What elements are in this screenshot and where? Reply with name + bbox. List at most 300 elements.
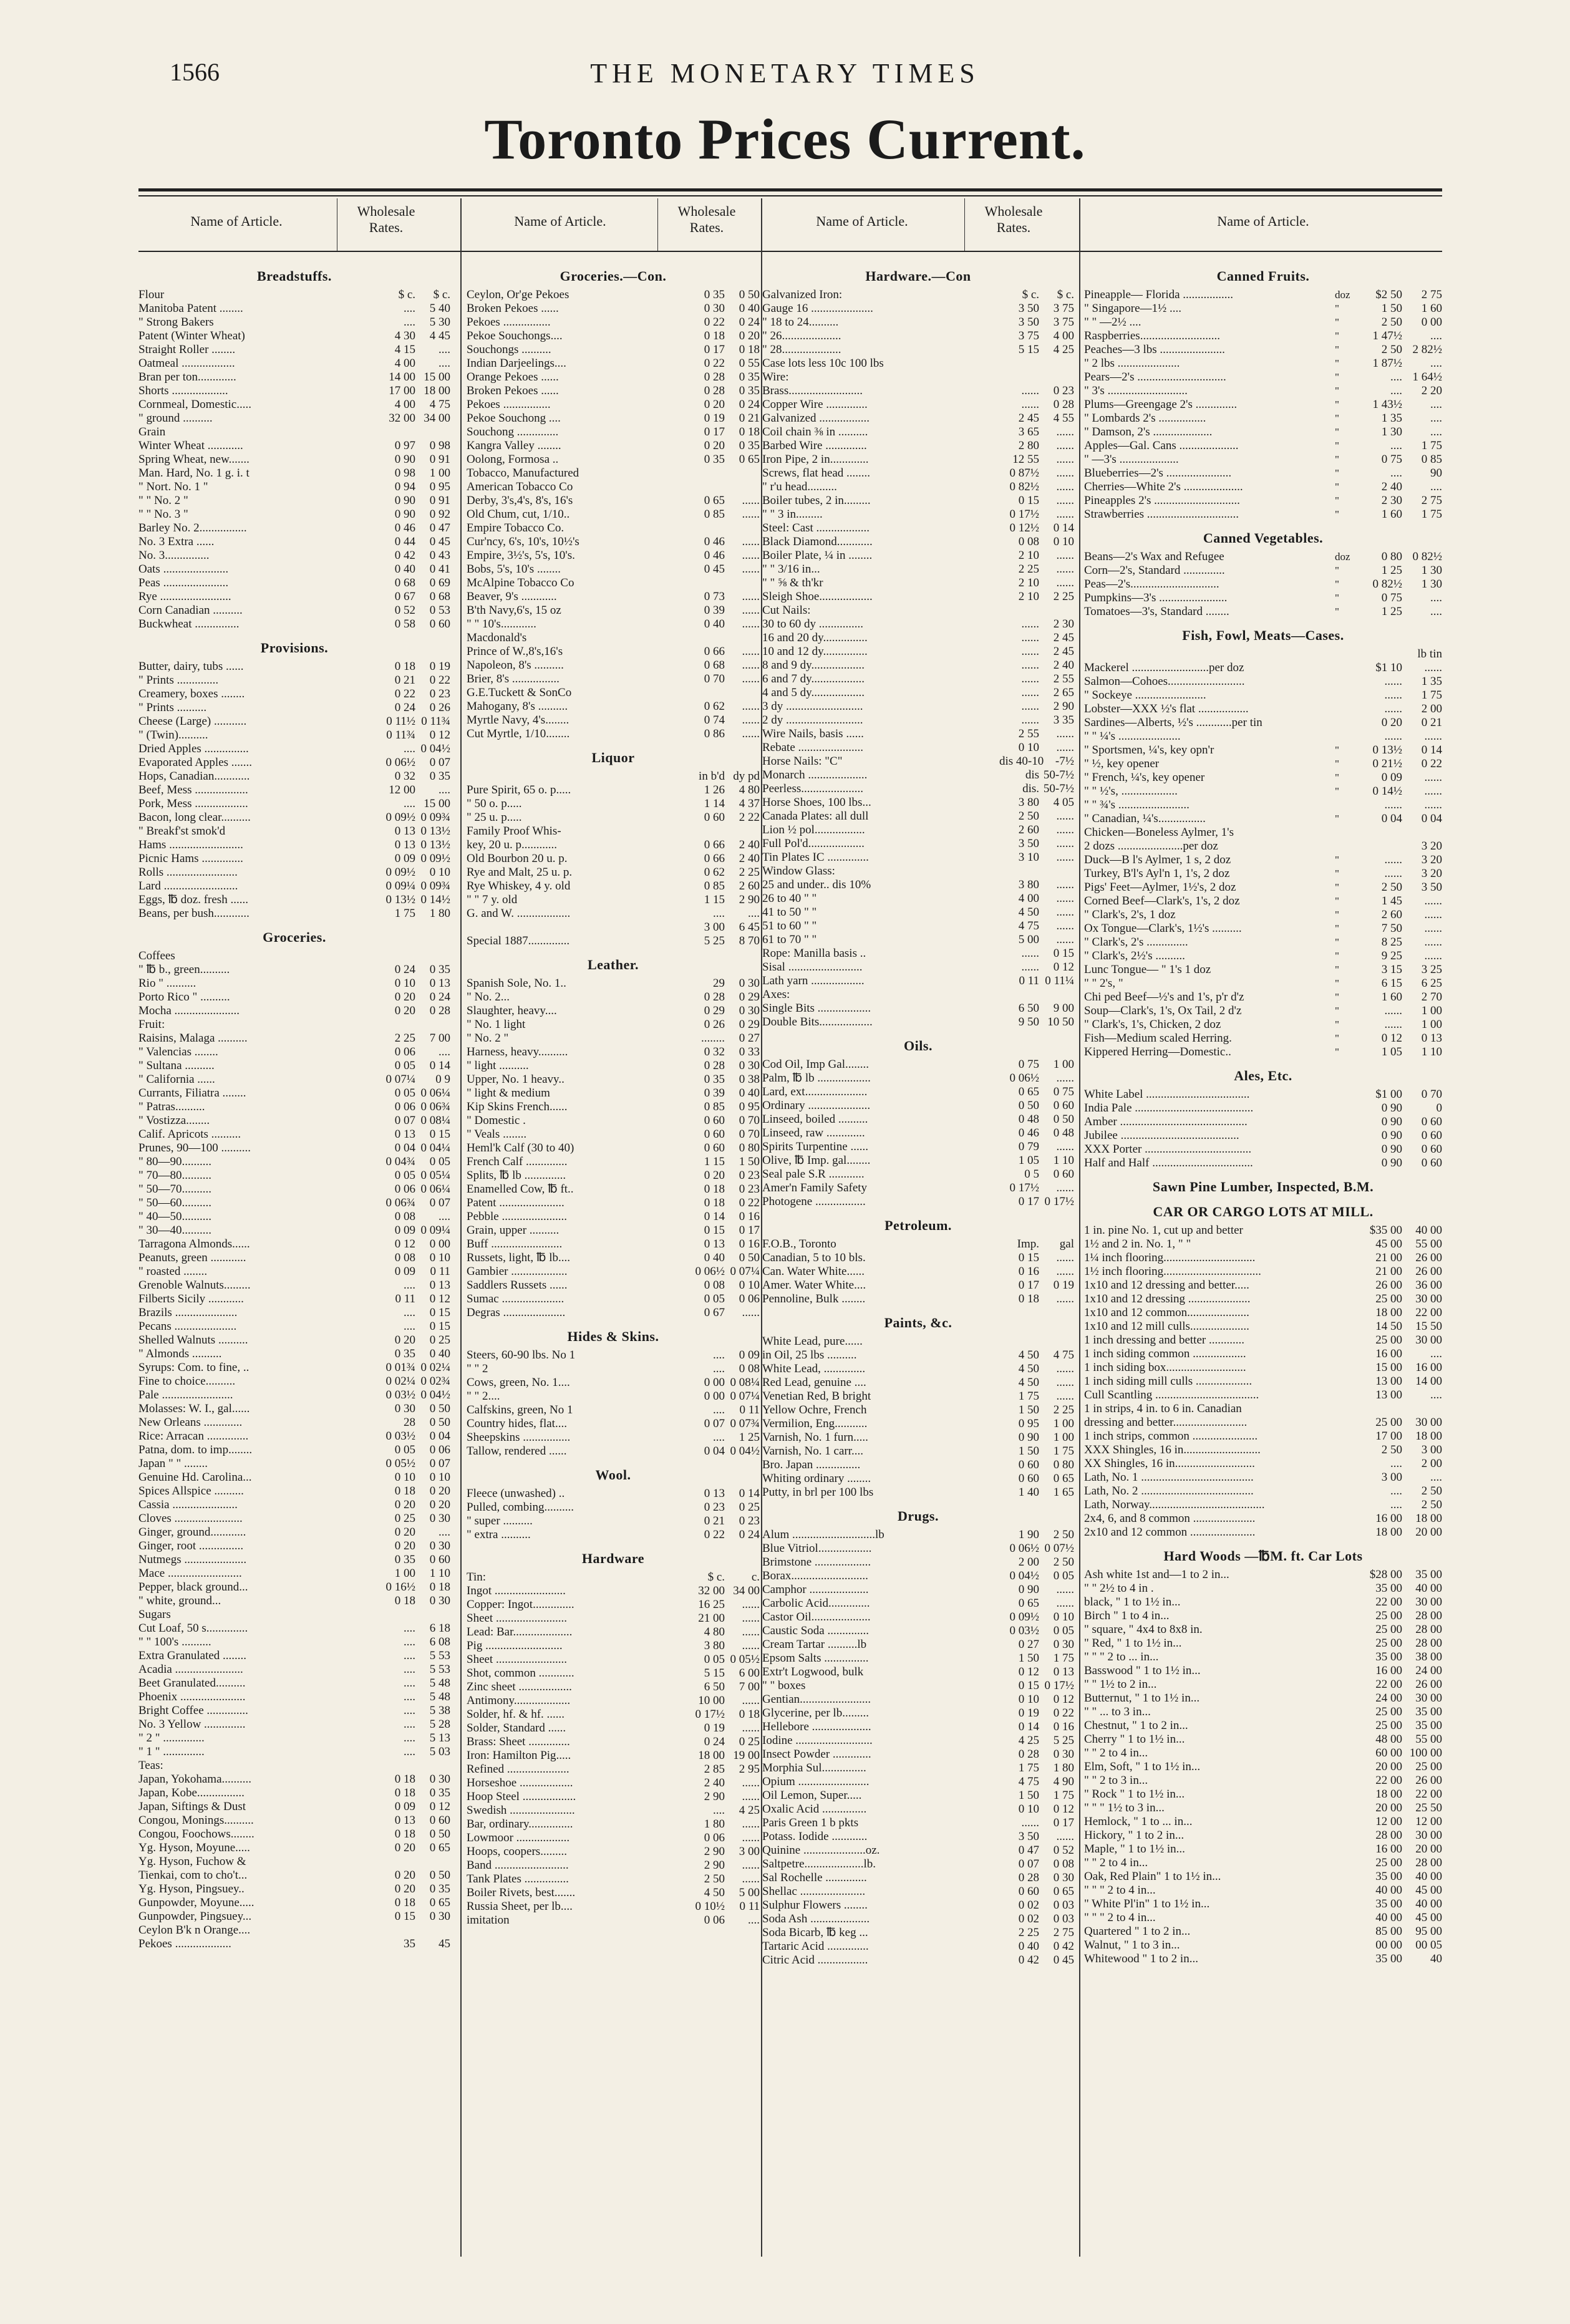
price-low — [685, 686, 725, 700]
price-row — [762, 1693, 1074, 1707]
unit — [1335, 1952, 1356, 1966]
price-row — [1084, 316, 1442, 329]
article-name: 2x10 and 12 common ...................... — [1084, 1526, 1256, 1539]
price-low: 3 00 — [704, 921, 725, 934]
price-low: 0 28 — [1018, 1748, 1039, 1761]
price-high: 0 21 — [739, 412, 760, 425]
article-name: Tienkai, com to cho't... — [138, 1869, 248, 1882]
price-row — [138, 384, 450, 398]
price-high: 0 07¾ — [730, 1417, 760, 1430]
price-low: 0 06 — [394, 1100, 415, 1113]
price-high: ...... — [1056, 933, 1074, 946]
article-name: Congou, Foochows........ — [138, 1828, 254, 1841]
article-name: Castor Oil.................... — [762, 1610, 871, 1624]
price-row — [467, 617, 760, 631]
price-high: ...... — [1056, 1292, 1074, 1305]
price-row — [762, 1775, 1074, 1789]
article-name: No. 3............... — [138, 549, 210, 562]
price-high: 0 65 — [429, 1896, 450, 1909]
price-row — [1084, 757, 1442, 771]
price-high: 5 30 — [429, 316, 450, 329]
price-low: 0 20 — [704, 398, 725, 411]
price-high: 34 00 — [733, 1584, 760, 1597]
price-row — [138, 770, 450, 783]
price-high: 1 60 — [1421, 302, 1442, 315]
price-row — [1084, 1045, 1442, 1059]
price-high: 0 91 — [429, 453, 450, 466]
price-high: 1 75 — [1421, 508, 1442, 521]
price-low: 0 28 — [1018, 1871, 1039, 1884]
article-name: Lath yarn .................. — [762, 974, 865, 987]
price-high: ...... — [742, 659, 760, 672]
price-high: 18 00 — [1415, 1430, 1442, 1443]
unit — [1335, 647, 1356, 661]
price-row — [1084, 1829, 1442, 1842]
price-low: 0 65 — [1018, 1085, 1039, 1098]
price-low: .... — [404, 742, 415, 755]
price-row — [138, 660, 450, 674]
price-row — [138, 1649, 450, 1663]
price-high: 0 06¼ — [420, 1087, 450, 1100]
price-high: 0 15 — [429, 1306, 450, 1319]
article-name: Cassia ...................... — [138, 1498, 238, 1511]
article-name: Pale ........................ — [138, 1388, 233, 1402]
unit: " — [1335, 371, 1339, 383]
article-name: Lath, No. 1 ...................................... — [1084, 1471, 1254, 1484]
price-high: ...... — [1056, 823, 1074, 836]
price-row — [762, 1899, 1074, 1912]
price-low: 0 17 — [1018, 1195, 1039, 1208]
price-high: ...... — [1424, 894, 1442, 908]
section-heading: Sawn Pine Lumber, Inspected, B.M. — [1152, 1179, 1374, 1194]
price-row — [467, 1612, 760, 1625]
price-low: ...... — [1021, 659, 1039, 672]
price-high: 2 20 — [1421, 384, 1442, 397]
price-column-1 — [138, 198, 450, 2257]
price-row — [467, 1403, 760, 1417]
price-row — [138, 439, 450, 453]
price-high: .... — [1430, 329, 1442, 342]
article-name: 41 to 50 " " — [762, 906, 817, 919]
price-row — [138, 302, 450, 316]
price-row — [762, 1652, 1074, 1665]
price-row — [1084, 1692, 1442, 1705]
unit: doz — [1335, 289, 1350, 301]
article-name: Barley No. 2................ — [138, 521, 247, 535]
price-high: 1 50 — [739, 1155, 760, 1168]
price-high: dy pd — [733, 770, 760, 783]
article-name: Hams ......................... — [138, 838, 243, 851]
price-low: 0 74 — [704, 714, 725, 727]
price-row — [1084, 1265, 1442, 1279]
price-low: 0 58 — [394, 617, 415, 631]
article-name — [1084, 647, 1335, 661]
price-low: dis 40-10 — [999, 755, 1044, 768]
article-name: Saltpetre....................lb. — [762, 1857, 876, 1871]
article-name: Bobs, 5's, 10's ........ — [467, 563, 561, 576]
unit: " — [1335, 964, 1339, 976]
price-row — [138, 977, 450, 990]
price-high: ...... — [1056, 1830, 1074, 1843]
price-high: 2 25 — [739, 866, 760, 879]
article-name: Corn—2's, Standard .............. — [1084, 564, 1225, 577]
price-high: ...... — [1424, 922, 1442, 935]
price-row — [467, 1528, 760, 1542]
article-name: Japan, Siftings & Dust — [138, 1800, 246, 1813]
price-high: 0 42 — [1053, 1940, 1074, 1953]
price-low: 2 90 — [704, 1790, 725, 1803]
price-row — [467, 1763, 760, 1776]
article-name: " " " 2 to ... in... — [1084, 1650, 1159, 1663]
article-name: " " ¾'s ........................ — [1084, 798, 1190, 811]
price-row — [138, 604, 450, 617]
price-row — [762, 659, 1074, 672]
article-name: Soda Ash .................... — [762, 1912, 870, 1925]
price-row — [467, 1100, 760, 1114]
price-low: .... — [713, 1348, 725, 1362]
price-high: 0 80 — [1053, 1458, 1074, 1471]
article-name: Extr't Logwood, bulk — [762, 1665, 864, 1678]
price-high: ...... — [742, 1776, 760, 1789]
price-high: 0 30 — [739, 1059, 760, 1072]
price-high: 5 53 — [429, 1663, 450, 1676]
price-row — [138, 1402, 450, 1416]
article-name: Evaporated Apples ....... — [138, 756, 253, 769]
price-row — [138, 590, 450, 604]
price-low: 12 55 — [1012, 453, 1039, 466]
price-low: 0 32 — [394, 770, 415, 783]
price-row — [1084, 894, 1442, 908]
price-low: 0 82½ — [1009, 480, 1039, 493]
price-high: 0 33 — [739, 1045, 760, 1058]
price-row — [1084, 302, 1442, 316]
price-high: 0 25 — [429, 1334, 450, 1347]
article-name: Empire, 3½'s, 5's, 10's. — [467, 549, 575, 562]
price-row — [1084, 398, 1442, 412]
unit — [1335, 730, 1356, 743]
price-high: ...... — [1056, 439, 1074, 452]
price-high: 0 10 — [1053, 535, 1074, 548]
price-low: $ c. — [1022, 288, 1039, 301]
article-name: Heml'k Calf (30 to 40) — [467, 1141, 574, 1155]
price-high: 0 25 — [739, 1735, 760, 1748]
price-low: 0 67 — [704, 1306, 725, 1319]
article-name: Elm, Soft, " 1 to 1½ in... — [1084, 1760, 1201, 1773]
price-low: 0 13 — [394, 838, 415, 851]
article-name: Fine to choice.......... — [138, 1375, 236, 1388]
price-row — [1084, 1018, 1442, 1032]
price-low: 4 30 — [394, 329, 415, 342]
price-high: ...... — [742, 1859, 760, 1872]
article-name: Degras ..................... — [467, 1306, 566, 1319]
unit — [1335, 1388, 1356, 1402]
price-low — [685, 576, 725, 590]
price-row — [762, 1761, 1074, 1775]
price-row — [138, 1622, 450, 1635]
price-row — [138, 825, 450, 838]
price-high: ...... — [1424, 908, 1442, 921]
article-name: Mackerel ..........................per doz — [1084, 661, 1244, 674]
price-row — [138, 1800, 450, 1814]
price-low: 0 09 — [394, 852, 415, 865]
price-low: 0 15 — [1018, 494, 1039, 507]
price-low — [1356, 647, 1402, 661]
article-name: " Damson, 2's .................... — [1084, 425, 1213, 438]
price-high: 0 30 — [739, 1004, 760, 1017]
price-high: 0 92 — [429, 508, 450, 521]
price-low: 2 40 — [704, 1776, 725, 1789]
article-name: " French, ¼'s, key opener — [1084, 771, 1205, 784]
price-row — [762, 576, 1074, 590]
column-header — [1084, 198, 1442, 251]
price-row — [138, 1169, 450, 1183]
article-name: " " " 2 to 4 in... — [1084, 1911, 1156, 1924]
article-name: Oak, Red Plain" 1 to 1½ in... — [1084, 1870, 1221, 1883]
article-name: 1½ inch flooring................................. — [1084, 1265, 1261, 1278]
article-name: Swedish ...................... — [467, 1804, 575, 1817]
article-name: Boiler Plate, ¼ in ........ — [762, 549, 873, 562]
article-name: 2 dy .......................... — [762, 714, 863, 727]
price-high: 5 53 — [429, 1649, 450, 1662]
price-high: ...... — [742, 645, 760, 658]
article-name: White Lead, pure...... — [762, 1335, 863, 1348]
price-high: 0 10 — [429, 1471, 450, 1484]
unit: " — [1335, 744, 1339, 756]
article-name: Linseed, raw ............. — [762, 1126, 865, 1140]
price-high: 0 50 — [429, 1828, 450, 1841]
price-row — [762, 1720, 1074, 1734]
price-low: 0 05 — [704, 1292, 725, 1305]
price-high: 1 10 — [429, 1567, 450, 1580]
price-low: 5 15 — [1018, 343, 1039, 356]
price-low: 0 09 — [394, 1800, 415, 1813]
article-name: Lard ......................... — [138, 879, 238, 893]
price-low: 1 25 — [1381, 564, 1402, 577]
unit: " — [1335, 895, 1339, 907]
price-high: 1 64½ — [1412, 370, 1442, 384]
price-high: lb tin — [1417, 647, 1442, 661]
price-low: 8 25 — [1381, 936, 1402, 949]
article-name: Hops, Canadian............ — [138, 770, 250, 783]
price-row — [138, 1265, 450, 1279]
price-row — [762, 1168, 1074, 1181]
name-of-article-header: Name of Article. — [1217, 213, 1309, 229]
price-low: 40 00 — [1375, 1911, 1402, 1924]
price-high: 0 12 — [429, 1292, 450, 1305]
unit: " — [1335, 977, 1339, 989]
article-name: Straight Roller ........ — [138, 343, 236, 356]
article-name: " 25 u. p..... — [467, 811, 522, 824]
price-low: .... — [404, 1622, 415, 1635]
price-low: 0 90 — [1381, 1156, 1402, 1169]
price-low: 1 43½ — [1372, 398, 1402, 411]
price-low: 1 75 — [394, 907, 415, 920]
article-name: " Almonds .......... — [138, 1347, 222, 1360]
price-high: 4 75 — [1053, 1348, 1074, 1362]
price-row — [138, 1237, 450, 1251]
price-high: 0 06 — [429, 1443, 450, 1456]
price-row — [138, 1484, 450, 1498]
article-name: Turkey, B'l's Ayl'n 1, 1's, 2 doz — [1084, 867, 1230, 880]
price-low: 1 05 — [1018, 1154, 1039, 1167]
price-row — [1084, 647, 1442, 661]
article-name: Patna, dom. to imp........ — [138, 1443, 253, 1456]
article-name: Grain, upper .......... — [467, 1224, 560, 1237]
price-row — [467, 1348, 760, 1362]
price-high: ...... — [742, 714, 760, 727]
price-row — [467, 1265, 760, 1279]
price-high: 0 24 — [739, 316, 760, 329]
price-row — [1084, 771, 1442, 785]
price-row — [138, 1128, 450, 1141]
price-low: in b'd — [699, 770, 725, 783]
price-row — [138, 1608, 450, 1622]
article-name: Cod Oil, Imp Gal........ — [762, 1058, 869, 1071]
price-low: 0 07 — [394, 1114, 415, 1127]
price-row — [1084, 1279, 1442, 1292]
article-name: Wire: — [762, 370, 789, 384]
article-name: Oats ...................... — [138, 563, 229, 576]
unit — [1335, 1884, 1356, 1897]
price-low: 0 00 — [704, 1376, 725, 1389]
price-row — [1084, 1842, 1442, 1856]
price-row — [467, 329, 760, 343]
price-row — [1084, 1334, 1442, 1347]
unit — [1335, 1856, 1356, 1870]
price-high: 0 14½ — [420, 893, 450, 906]
price-low: 0 20 — [394, 1841, 415, 1854]
price-row — [467, 783, 760, 797]
page-number: 1566 — [170, 58, 220, 86]
price-row — [762, 370, 1074, 384]
price-low: 0 75 — [1018, 1058, 1039, 1071]
article-name: Linseed, boiled .......... — [762, 1113, 868, 1126]
price-row — [467, 343, 760, 357]
price-low — [376, 1608, 415, 1622]
article-name: Ceylon, Or'ge Pekoes — [467, 288, 569, 301]
article-name: Beef, Mess .................. — [138, 783, 248, 796]
article-name: " Red, " 1 to 1½ in... — [1084, 1637, 1182, 1650]
price-row — [1084, 1347, 1442, 1361]
price-low: 0 28 — [704, 1059, 725, 1072]
price-low: .... — [404, 1635, 415, 1649]
article-name: black, " 1 to 1½ in... — [1084, 1595, 1181, 1609]
price-row — [1084, 1004, 1442, 1018]
price-row — [138, 1498, 450, 1512]
price-high: 0 60 — [1053, 1099, 1074, 1112]
article-name: " Prints .......... — [138, 701, 207, 714]
price-low: 0 10 — [394, 1471, 415, 1484]
article-name: " " No. 2 " — [138, 494, 188, 507]
price-row — [138, 1635, 450, 1649]
article-name: " California ...... — [138, 1073, 215, 1086]
price-row — [467, 302, 760, 316]
article-name: Black Diamond............ — [762, 535, 873, 548]
article-name: Manitoba Patent ........ — [138, 302, 243, 315]
article-name: Prunes, 90—100 .......... — [138, 1141, 251, 1155]
price-high: 3 00 — [1421, 1443, 1442, 1456]
price-high: 0 60 — [1421, 1129, 1442, 1142]
price-low: 0 68 — [704, 659, 725, 672]
article-name: " Lombards 2's ................ — [1084, 412, 1206, 425]
price-low: 18 00 — [1375, 1306, 1402, 1319]
article-name: Pennoline, Bulk ........ — [762, 1292, 866, 1305]
price-low: 32 00 — [698, 1584, 725, 1597]
price-row — [762, 1251, 1074, 1265]
article-name: Slaughter, heavy.... — [467, 1004, 557, 1017]
price-high: 1 00 — [1053, 1058, 1074, 1071]
price-high: 0 35 — [429, 1786, 450, 1799]
price-high: 15 00 — [424, 797, 450, 810]
price-high: ...... — [1056, 563, 1074, 576]
article-name: " ground .......... — [138, 412, 213, 425]
article-name: Pineapple— Florida ................. — [1084, 288, 1234, 301]
price-high: ...... — [1056, 919, 1074, 932]
article-name: Camphor .................... — [762, 1583, 869, 1596]
price-row — [467, 453, 760, 467]
price-low: 0 03½ — [385, 1388, 415, 1402]
article-name: Brass......................... — [762, 384, 863, 397]
article-name: Quinine .....................oz. — [762, 1844, 880, 1857]
article-name: " Nort. No. 1 " — [138, 480, 208, 493]
article-name: Beans, per bush............ — [138, 907, 250, 920]
price-low: ...... — [1384, 798, 1402, 811]
price-high: 0 04 — [1421, 812, 1442, 825]
article-name: Cloves ....................... — [138, 1512, 243, 1525]
article-name: " 26.................... — [762, 329, 841, 342]
price-low: 0 18 — [394, 1896, 415, 1909]
price-high: 0 05 — [429, 1155, 450, 1168]
price-row — [138, 343, 450, 357]
unit: " — [1335, 881, 1339, 893]
unit: " — [1335, 578, 1339, 590]
section-heading: Liquor — [591, 750, 635, 765]
price-row — [762, 563, 1074, 576]
price-high: 0 02¾ — [420, 1375, 450, 1388]
price-row — [1084, 785, 1442, 798]
article-name: Brass: Sheet .............. — [467, 1735, 570, 1748]
price-row — [467, 1073, 760, 1087]
section-heading: Ales, Etc. — [1234, 1068, 1292, 1083]
price-low: 0 02¼ — [385, 1375, 415, 1388]
price-high: ...... — [1424, 661, 1442, 674]
article-name: Mocha ...................... — [138, 1004, 240, 1017]
price-high: 5 13 — [429, 1731, 450, 1745]
unit: " — [1335, 426, 1339, 438]
price-row — [762, 1058, 1074, 1072]
price-low: .... — [713, 1804, 725, 1817]
price-row — [1084, 1733, 1442, 1746]
price-high: .... — [1430, 1347, 1442, 1360]
price-low: 0 07 — [704, 1417, 725, 1430]
price-low: 21 00 — [1375, 1251, 1402, 1264]
unit — [1335, 1484, 1356, 1498]
price-row — [138, 1141, 450, 1155]
section-heading: Canned Fruits. — [1216, 268, 1310, 284]
price-high: 0 07¼ — [730, 1390, 760, 1403]
article-name: Tank Plates ............... — [467, 1872, 569, 1886]
price-low: ...... — [1384, 853, 1402, 866]
price-low: ...... — [1021, 631, 1039, 644]
price-low: 17 00 — [389, 384, 415, 397]
price-low: 0 40 — [704, 1251, 725, 1264]
price-low: 0 39 — [704, 604, 725, 617]
price-low: 1 45 — [1381, 894, 1402, 908]
price-row — [467, 1625, 760, 1639]
price-row — [467, 1292, 760, 1306]
price-row — [762, 906, 1074, 919]
price-low: 0 90 — [1381, 1101, 1402, 1115]
